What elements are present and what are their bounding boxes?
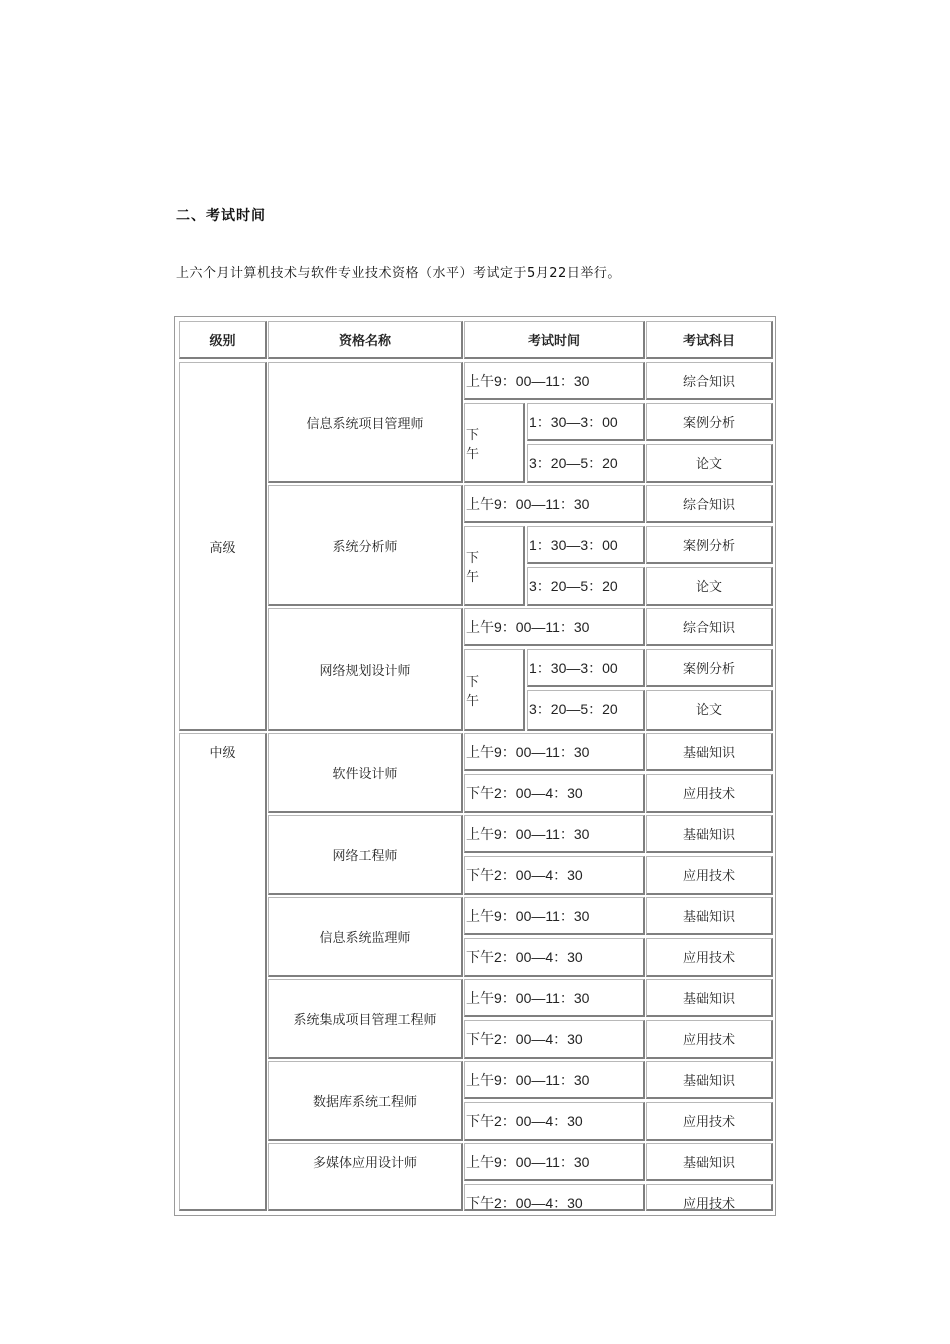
time-pm-2: 3：20—5：20 <box>527 567 645 606</box>
time-pm: 下午2：00—4：30 <box>464 856 645 895</box>
subject: 论文 <box>646 444 773 483</box>
qual-name: 系统分析师 <box>268 485 463 606</box>
time-pm: 下午2：00—4：30 <box>464 1020 645 1059</box>
time-pm: 下午2：00—4：30 <box>464 938 645 977</box>
level-senior: 高级 <box>179 362 267 731</box>
time-pm-2: 3：20—5：20 <box>527 690 645 731</box>
subject: 论文 <box>646 690 773 731</box>
subject: 基础知识 <box>646 733 773 771</box>
time-am: 上午9：00—11：30 <box>464 733 645 771</box>
subject: 综合知识 <box>646 608 773 646</box>
time-am: 上午9：00—11：30 <box>464 1143 645 1181</box>
header-qualification: 资格名称 <box>268 321 463 359</box>
qual-name: 信息系统项目管理师 <box>268 362 463 483</box>
time-pm-2: 3：20—5：20 <box>527 444 645 483</box>
header-level: 级别 <box>179 321 267 359</box>
subject: 应用技术 <box>646 1020 773 1059</box>
subject: 综合知识 <box>646 362 773 400</box>
subject: 案例分析 <box>646 403 773 441</box>
time-pm-1: 1：30—3：00 <box>527 526 645 564</box>
time-am: 上午9：00—11：30 <box>464 1061 645 1099</box>
time-pm-1: 1：30—3：00 <box>527 649 645 687</box>
time-am: 上午9：00—11：30 <box>464 362 645 400</box>
qual-name: 数据库系统工程师 <box>268 1061 463 1141</box>
qual-name: 软件设计师 <box>268 733 463 813</box>
subject: 应用技术 <box>646 774 773 813</box>
qual-name: 网络规划设计师 <box>268 608 463 731</box>
subject: 应用技术 <box>646 938 773 977</box>
time-pm-label: 下 午 <box>464 403 525 483</box>
section-heading: 二、考试时间 <box>176 208 266 224</box>
time-am: 上午9：00—11：30 <box>464 897 645 935</box>
exam-schedule-table <box>174 316 776 1216</box>
subject: 应用技术 <box>646 1184 773 1211</box>
header-exam-time: 考试时间 <box>464 321 645 359</box>
subject: 基础知识 <box>646 1143 773 1181</box>
subject: 案例分析 <box>646 526 773 564</box>
qual-name: 多媒体应用设计师 <box>268 1143 463 1211</box>
time-am: 上午9：00—11：30 <box>464 979 645 1017</box>
time-pm-1: 1：30—3：00 <box>527 403 645 441</box>
subject: 基础知识 <box>646 1061 773 1099</box>
subject: 基础知识 <box>646 815 773 853</box>
qual-name: 系统集成项目管理工程师 <box>268 979 463 1059</box>
subject: 综合知识 <box>646 485 773 523</box>
time-pm-label: 下 午 <box>464 526 525 606</box>
qual-name: 网络工程师 <box>268 815 463 895</box>
time-am: 上午9：00—11：30 <box>464 608 645 646</box>
time-am: 上午9：00—11：30 <box>464 485 645 523</box>
time-am: 上午9：00—11：30 <box>464 815 645 853</box>
intro-paragraph: 上六个月计算机技术与软件专业技术资格（水平）考试定于5月22日举行。 <box>176 266 621 281</box>
level-intermediate: 中级 <box>179 733 267 1211</box>
time-pm-label: 下 午 <box>464 649 525 731</box>
subject: 应用技术 <box>646 856 773 895</box>
time-pm: 下午2：00—4：30 <box>464 1102 645 1141</box>
time-pm: 下午2：00—4：30 <box>464 1184 645 1211</box>
subject: 基础知识 <box>646 979 773 1017</box>
time-pm: 下午2：00—4：30 <box>464 774 645 813</box>
subject: 论文 <box>646 567 773 606</box>
subject: 案例分析 <box>646 649 773 687</box>
qual-name: 信息系统监理师 <box>268 897 463 977</box>
header-subject: 考试科目 <box>646 321 773 359</box>
subject: 应用技术 <box>646 1102 773 1141</box>
subject: 基础知识 <box>646 897 773 935</box>
